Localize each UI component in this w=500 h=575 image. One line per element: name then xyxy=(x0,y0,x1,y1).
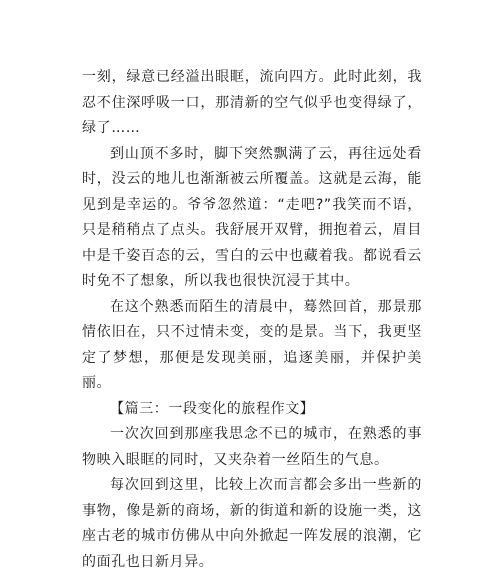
article-body xyxy=(82,65,422,575)
paragraph-morning-reflection: 在这个熟悉而陌生的清晨中，蓦然回首，那景那情依旧在，只不过情未变，变的是景。当下，我更坚定了梦想，那便是发现美丽，追逐美丽，并保护美丽。 xyxy=(82,298,422,391)
section-heading: 【篇三：一段变化的旅程作文】 xyxy=(110,400,315,417)
paragraph-continuation: 一刻，绿意已经溢出眼眶，流向四方。此时此刻，我忍不住深呼吸一口，那清新的空气似乎也变得绿了，绿了…… xyxy=(82,69,422,136)
paragraph-city-changes: 每次回到这里，比较上次而言都会多出一些新的事物，像是新的商场，新的街道和新的设施一类，这座古老的城市仿佛从中向外掀起一阵发展的浪潮，它的面孔也日新月异。 xyxy=(82,477,422,570)
paragraph-cloud-sea: 到山顶不多时，脚下突然飘满了云，再往远处看时，没云的地儿也渐渐被云所覆盖。这就是云海，能见到是幸运的。爷爷忽然道：“走吧?”我笑而不语，只是稍稍点了点头。我舒展开双臂，拥抱着云，眉目中是千姿百态的云，雪白的云中也藏着我。都说看云时免不了想象，所以我也很快沉浸于其中。 xyxy=(82,145,422,289)
paragraph-return-city: 一次次回到那座我思念不已的城市，在熟悉的事物映入眼眶的同时，又夹杂着一丝陌生的气息。 xyxy=(82,426,422,468)
